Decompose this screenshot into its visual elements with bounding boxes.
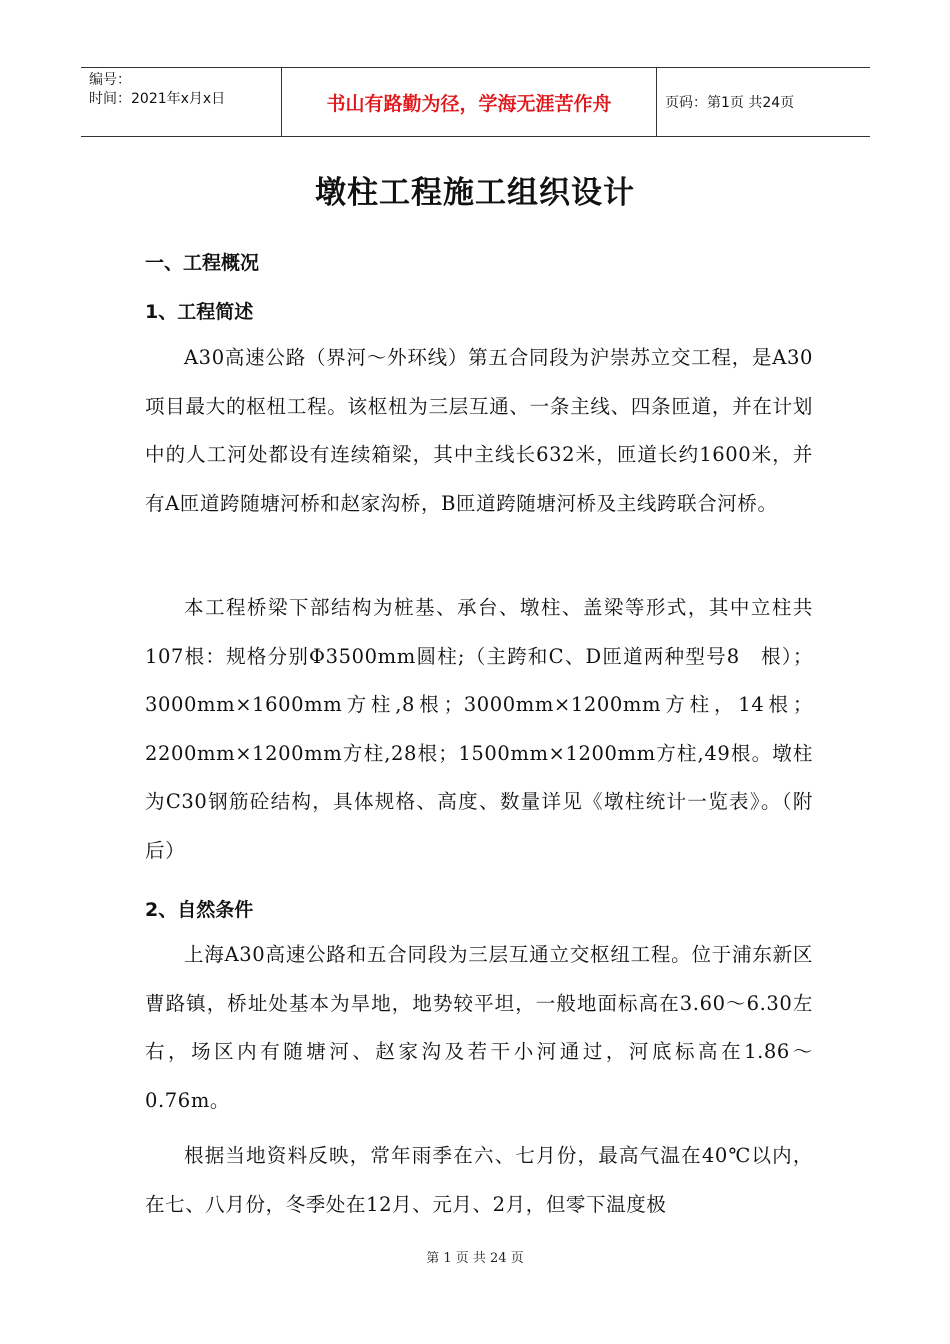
document-title: 墩柱工程施工组织设计 [315,175,635,211]
page-footer: 第 1 页 共 24 页 [426,1251,524,1266]
section-heading-overview: 一、工程概况 [145,252,260,274]
header-page-info: 页码：第1页 共24页 [665,95,795,111]
page-header [81,67,870,137]
header-meta [81,68,281,136]
paragraph-structure-details: 本工程桥梁下部结构为桩基、承台、墩柱、盖梁等形式，其中立柱共107根：规格分别Φ3500mm圆柱;（主跨和C、D匝道两种型号8 根）；3000mm×1600mm方柱,8根；3000mm×1200mm方柱，14根；2200mm×1200mm方柱,28根；1500mm×1200mm方柱,49根。墩柱为C30钢筋砼结构，具体规格、高度、数量详见《墩柱统计一览表》。（附后） [145,596,813,862]
header-motto: 书山有路勤为径，学海无涯苦作舟 [281,68,657,136]
paragraph-project-summary: A30高速公路（界河～外环线）第五合同段为沪崇苏立交工程，是A30项目最大的枢杻工程。该枢杻为三层互通、一条主线、四条匝道，并在计划中的人工河处都设有连续箱梁，其中主线长632米，匝道长约1600米，并有A匝道跨随塘河桥和赵家沟桥，B匝道跨随塘河桥及主线跨联合河桥。 [145,346,813,515]
document-date-label: 时间：2021年x月x日 [89,91,226,107]
paragraph-site-conditions: 上海A30高速公路和五合同段为三层互通立交枢纽工程。位于浦东新区曹路镇，桥址处基本为旱地，地势较平坦，一般地面标高在3.60～6.30左右，场区内有随塘河、赵家沟及若干小河通过，河底标高在1.86～0.76m。 [145,943,813,1112]
document-number-label: 编号： [89,72,131,88]
subsection-heading-natural-conditions: 2、自然条件 [145,899,254,921]
paragraph-climate: 根据当地资料反映，常年雨季在六、七月份，最高气温在40℃以内，在七、八月份，冬季处在12月、元月、2月，但零下温度极 [145,1144,813,1216]
subsection-heading-summary: 1、工程简述 [145,301,254,323]
